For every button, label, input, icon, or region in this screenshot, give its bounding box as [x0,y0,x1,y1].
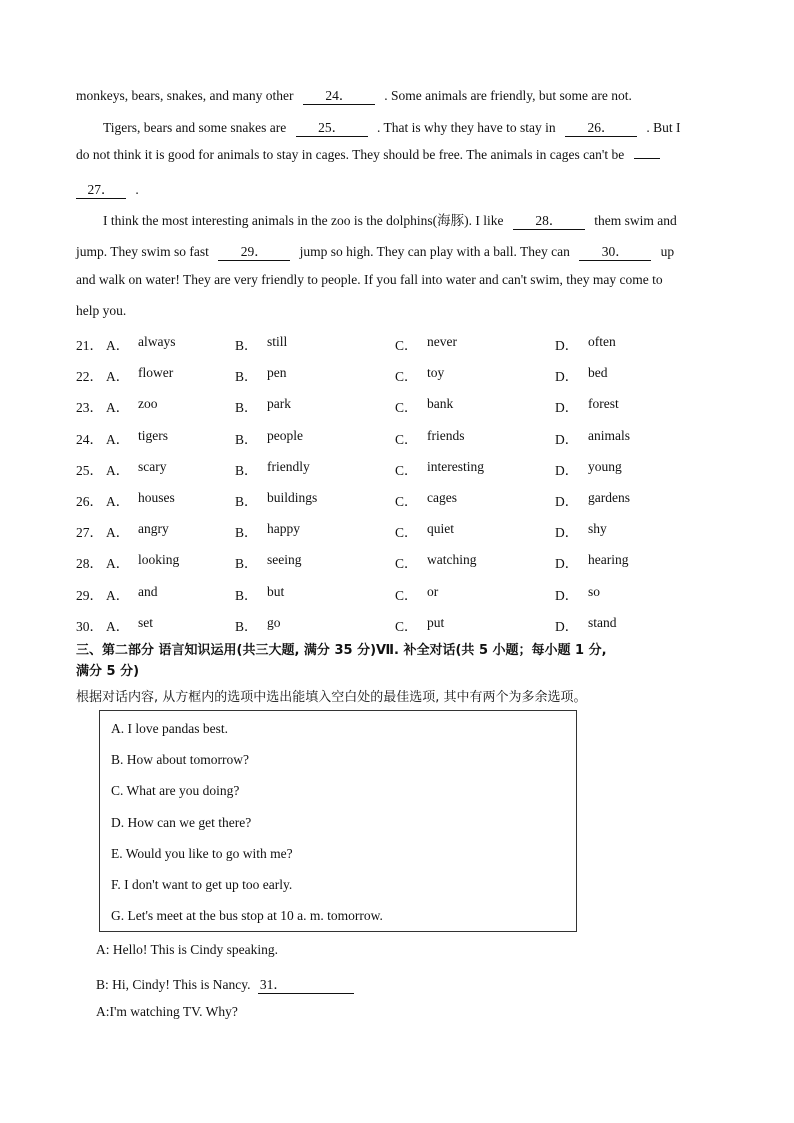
option-a-text: scary [138,459,167,474]
option-c-text: toy [427,365,445,380]
passage-text: . But I [646,120,681,135]
passage-text: . That is why they have to stay in [376,120,556,135]
passage-text: jump. They swim so fast [76,244,209,259]
box-option-c: C. What are you doing? [111,783,240,798]
box-option-e: E. Would you like to go with me? [111,846,293,861]
passage-text: monkeys, bears, snakes, and many other [76,88,294,103]
blank-29: 29． [218,240,290,261]
question-number: 24． [76,432,103,447]
question-number: 21． [76,338,103,353]
option-d-letter: D． [555,338,579,353]
option-c-letter: C． [395,494,418,509]
question-number: 23． [76,400,103,415]
option-c-letter: C． [395,556,418,571]
option-b-text: people [267,428,303,443]
option-b-letter: B． [235,556,258,571]
option-d-letter: D． [555,463,579,478]
passage-text: . Some animals are friendly, but some are not. [384,88,632,103]
option-a-letter: A． [106,400,130,415]
blank-30: 30． [579,240,651,261]
option-c-text: watching [427,552,477,567]
option-d-letter: D． [555,588,579,603]
passage-text: do not think it is good for animals to stay in cages. They should be free. The animals in cages can't be [76,147,625,162]
passage-line-5 [103,209,677,230]
dialogue-line-3: A:I'm watching TV. Why? [96,1004,238,1019]
passage-text: and walk on water! They are very friendly to people. If you fall into water and can't swim, they may come to [76,272,663,287]
option-d-text: often [588,334,616,349]
option-d-letter: D． [555,369,579,384]
box-option-g: G. Let's meet at the bus stop at 10 a. m. tomorrow. [111,908,383,923]
option-c-text: never [427,334,457,349]
option-b-letter: B． [235,588,258,603]
dialogue-line-2 [96,973,354,994]
option-d-text: so [588,584,601,599]
option-b-text: pen [267,365,287,380]
section-heading-cont: 满分 5 分) [76,664,140,679]
passage-text: Tigers, bears and some snakes are [103,120,287,135]
question-number: 30． [76,619,103,634]
box-option-d: D. How can we get there? [111,815,252,830]
option-b-text: but [267,584,285,599]
option-b-text: seeing [267,552,302,567]
option-b-letter: B． [235,400,258,415]
option-d-letter: D． [555,525,579,540]
option-c-text: cages [427,490,457,505]
option-d-letter: D． [555,432,579,447]
option-c-text: put [427,615,445,630]
option-d-text: animals [588,428,630,443]
option-b-letter: B． [235,494,258,509]
option-a-letter: A． [106,463,130,478]
blank-24: 24． [303,84,375,105]
dialogue-line-1: A: Hello! This is Cindy speaking. [96,942,278,957]
option-a-text: always [138,334,176,349]
dialogue-text: B: Hi, Cindy! This is Nancy. [96,977,251,992]
box-option-a: A. I love pandas best. [111,721,228,736]
option-b-letter: B． [235,619,258,634]
option-b-text: still [267,334,288,349]
passage-line-6 [76,240,674,261]
option-d-letter: D． [555,400,579,415]
option-a-letter: A． [106,525,130,540]
passage-line-7 [76,272,663,288]
option-b-letter: B． [235,463,258,478]
question-number: 25． [76,463,103,478]
option-a-letter: A． [106,556,130,571]
option-b-letter: B． [235,525,258,540]
option-b-text: happy [267,521,300,536]
option-d-text: stand [588,615,617,630]
passage-text: jump so high. They can play with a ball. They can [299,244,570,259]
question-number: 28． [76,556,103,571]
passage-text: I think the most interesting animals in the zoo is the dolphins(海豚). I like [103,213,504,228]
option-c-text: bank [427,396,454,411]
option-a-text: and [138,584,158,599]
section-instruction: 根据对话内容, 从方框内的选项中选出能填入空白处的最佳选项, 其中有两个为多余选项。 [76,690,587,705]
option-a-text: set [138,615,153,630]
option-b-text: go [267,615,281,630]
passage-line-1 [76,84,632,105]
options-box [99,710,577,932]
option-a-text: flower [138,365,174,380]
option-d-text: shy [588,521,607,536]
option-a-text: zoo [138,396,158,411]
option-c-letter: C． [395,525,418,540]
option-c-letter: C． [395,463,418,478]
passage-line-8 [76,303,126,319]
option-a-text: angry [138,521,169,536]
blank-31: 31． [258,973,354,994]
question-number: 29． [76,588,103,603]
option-c-letter: C． [395,588,418,603]
blank-27: 27． [76,178,126,199]
option-d-letter: D． [555,619,579,634]
option-b-letter: B． [235,369,258,384]
option-c-text: friends [427,428,465,443]
section-heading: 三、第二部分 语言知识运用(共三大题, 满分 35 分)Ⅶ. 补全对话(共 5 小题；每小题 1 分, [76,643,607,658]
option-c-letter: C． [395,619,418,634]
option-d-text: young [588,459,622,474]
option-b-letter: B． [235,338,258,353]
option-a-letter: A． [106,588,130,603]
option-a-letter: A． [106,619,130,634]
option-c-letter: C． [395,400,418,415]
option-d-text: hearing [588,552,629,567]
blank-26: 26． [565,116,637,137]
passage-text: help you. [76,303,127,318]
option-b-text: buildings [267,490,318,505]
option-a-letter: A． [106,338,130,353]
box-option-f: F. I don't want to get up too early. [111,877,293,892]
question-number: 27． [76,525,103,540]
option-b-text: friendly [267,459,310,474]
box-option-b: B. How about tomorrow? [111,752,249,767]
passage-line-4 [76,178,139,199]
option-a-text: looking [138,552,180,567]
option-d-text: gardens [588,490,630,505]
option-a-text: tigers [138,428,168,443]
option-c-text: or [427,584,439,599]
passage-text: . [135,182,139,197]
passage-text: up [660,244,675,259]
option-a-letter: A． [106,494,130,509]
option-a-text: houses [138,490,175,505]
option-d-letter: D． [555,556,579,571]
option-c-letter: C． [395,338,418,353]
option-d-text: forest [588,396,619,411]
option-b-letter: B． [235,432,258,447]
option-a-letter: A． [106,432,130,447]
option-c-letter: C． [395,432,418,447]
blank-25: 25． [296,116,368,137]
blank-tail [634,158,660,159]
option-d-text: bed [588,365,608,380]
passage-text: them swim and [594,213,677,228]
option-c-text: interesting [427,459,484,474]
option-d-letter: D． [555,494,579,509]
blank-28: 28． [513,209,585,230]
passage-line-2 [103,116,680,137]
question-number: 26． [76,494,103,509]
passage-line-3 [76,147,660,163]
option-a-letter: A． [106,369,130,384]
option-b-text: park [267,396,291,411]
option-c-text: quiet [427,521,454,536]
question-number: 22． [76,369,103,384]
option-c-letter: C． [395,369,418,384]
